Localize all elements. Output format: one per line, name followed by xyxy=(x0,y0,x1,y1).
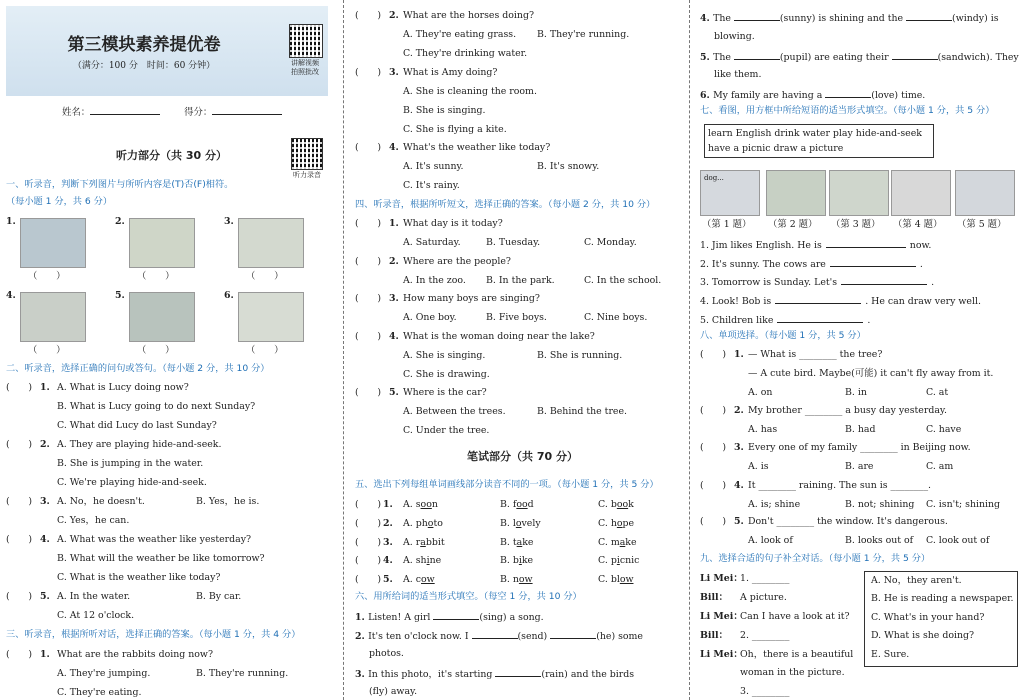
section-2-title: 二、听录音，选择正确的问句或答句。（每小题 2 分，共 10 分） xyxy=(6,363,270,374)
dialog-option-e: E. Sure. xyxy=(871,648,910,660)
answer-paren[interactable]: ( ) xyxy=(355,67,382,78)
question-text: My brother ________ a busy day yesterday. xyxy=(748,405,947,416)
question-text: How many boys are singing? xyxy=(403,293,540,304)
option-a: A. Saturday. xyxy=(403,237,461,248)
option-b: B. It's snowy. xyxy=(537,161,600,172)
line-text: 2. It's sunny. The cows are xyxy=(700,259,826,270)
question-number: 5. xyxy=(40,591,50,602)
answer-paren[interactable]: ( ) xyxy=(355,256,382,267)
answer-paren[interactable]: ( ) xyxy=(355,387,382,398)
line-text: 5. Children like xyxy=(700,315,774,326)
option-a: A. In the water. xyxy=(57,591,131,602)
question-number: 3. xyxy=(389,293,399,304)
option-c: C. Nine boys. xyxy=(584,312,648,323)
line-text: 3. Tomorrow is Sunday. Let's xyxy=(700,277,838,288)
question-text: Every one of my family ________ in Beijing now. xyxy=(748,442,971,453)
answer-paren[interactable]: ( ) xyxy=(355,10,382,21)
option-b: B. Behind the tree. xyxy=(537,406,628,417)
answer-paren[interactable]: ( ) xyxy=(355,499,382,510)
word-option-c[interactable]: C. make xyxy=(598,536,637,548)
line-text: now. xyxy=(909,240,932,251)
option-b: B. In the park. xyxy=(486,275,555,286)
option-b: B. Yes，he is. xyxy=(196,496,260,507)
column-middle xyxy=(347,0,684,700)
phrase-box xyxy=(704,124,934,158)
option-b: B. She is singing. xyxy=(403,105,486,116)
section-8-title: 八、单项选择。（每小题 1 分，共 5 分） xyxy=(700,330,866,341)
word-option-c[interactable]: C. picnic xyxy=(598,555,640,567)
speaker-label: Li Mei： xyxy=(700,649,743,660)
word-option-c[interactable]: C. hope xyxy=(598,517,635,529)
word-option-b[interactable]: B. take xyxy=(500,536,534,548)
option-a: A. They're jumping. xyxy=(57,668,151,679)
speaker-label: Li Mei： xyxy=(700,573,743,584)
answer-paren[interactable]: （ ） xyxy=(246,271,284,282)
question-text: What is Amy doing? xyxy=(403,67,498,78)
dialog-line: Oh，there is a beautiful xyxy=(740,649,854,660)
dialog-option-d: D. What is she doing? xyxy=(871,630,975,642)
option-c: C. They're drinking water. xyxy=(403,48,528,59)
answer-paren[interactable]: ( ) xyxy=(6,496,33,507)
answer-paren[interactable]: ( ) xyxy=(700,480,727,491)
question-number: 5. xyxy=(734,516,744,527)
picture-fill-line xyxy=(700,294,981,308)
answer-paren[interactable]: （ ） xyxy=(28,271,66,282)
speech-bubble: dog... xyxy=(704,174,724,182)
option-b: B. Tuesday. xyxy=(486,237,541,248)
question-number: 2. xyxy=(40,439,50,450)
listening-qr-icon xyxy=(291,138,323,170)
option-a: A. Between the trees. xyxy=(403,406,506,417)
question-text: — What is ________ the tree? xyxy=(748,349,883,360)
dialog-line: A picture. xyxy=(740,592,787,603)
picture-caption: （第 5 题） xyxy=(957,219,1007,230)
answer-paren[interactable]: ( ) xyxy=(6,439,33,450)
question-number: 3. xyxy=(734,442,744,453)
word-option-c[interactable]: C. book xyxy=(598,499,634,510)
option-c: C. She is flying a kite. xyxy=(403,124,507,135)
option-c: C. Monday. xyxy=(584,237,637,248)
dialog-line[interactable]: 1. ________ xyxy=(740,573,790,584)
speaker-label: Bill： xyxy=(700,630,728,641)
qr-caption: 讲解视频 拍照批改 xyxy=(291,59,319,76)
score-label: 得分： xyxy=(184,107,213,118)
answer-paren[interactable]: ( ) xyxy=(355,142,382,153)
option-c: C. She is drawing. xyxy=(403,369,490,380)
picture-caption: （第 1 题） xyxy=(702,219,752,230)
word-option-a[interactable]: A. rabbit xyxy=(403,536,445,548)
option-b: B. in xyxy=(845,387,867,398)
option-c: C. at xyxy=(926,387,949,398)
word-option-a[interactable]: A. soon xyxy=(403,499,438,510)
dialog-option-c: C. What's in your hand? xyxy=(871,611,985,623)
answer-paren[interactable]: ( ) xyxy=(700,405,727,416)
answer-paren[interactable]: （ ） xyxy=(137,345,175,356)
question-text: What is the woman doing near the lake? xyxy=(403,331,595,342)
answer-paren[interactable]: （ ） xyxy=(28,345,66,356)
picture-fill-line xyxy=(700,238,931,252)
picture-fill-line xyxy=(700,275,934,289)
word-option-a[interactable]: A. photo xyxy=(403,517,443,529)
option-a: A. look of xyxy=(748,535,793,546)
option-b: B. They're running. xyxy=(196,668,289,679)
speaker-label: Li Mei： xyxy=(700,611,743,622)
scene-picture-5 xyxy=(955,170,1015,216)
option-b: B. They're running. xyxy=(537,29,630,40)
blank[interactable] xyxy=(892,50,938,60)
question-text: What are the rabbits doing now? xyxy=(57,649,213,660)
listening-picture-5 xyxy=(129,292,195,342)
name-label: 姓名： xyxy=(62,107,91,118)
section-1-points: （每小题 1 分，共 6 分） xyxy=(6,196,113,207)
option-c: C. At 12 o'clock. xyxy=(57,610,135,621)
answer-paren[interactable]: ( ) xyxy=(355,218,382,229)
option-b: B. had xyxy=(845,424,876,435)
fill-in-line: 6. My family are having a (love) time. xyxy=(700,90,926,101)
phrase-box-line-1: learn English drink water play hide-and-seek xyxy=(708,128,922,139)
picture-fill-line xyxy=(700,257,923,271)
option-b: B. What is Lucy going to do next Sunday? xyxy=(57,401,256,412)
option-a: A. has xyxy=(748,424,778,435)
line-text: . xyxy=(919,259,923,270)
blank[interactable] xyxy=(777,313,863,323)
section-3-title: 三、听录音，根据所听对话，选择正确的答案。（每小题 1 分，共 4 分） xyxy=(6,629,301,640)
word-option-b[interactable]: B. now xyxy=(500,574,533,586)
picture-number: 2. xyxy=(115,216,125,227)
blank[interactable] xyxy=(775,294,861,304)
column-right xyxy=(694,0,1023,700)
scene-picture-3 xyxy=(829,170,889,216)
line-text: . xyxy=(931,277,935,288)
line-text: . He can draw very well. xyxy=(865,296,981,307)
option-b: B. She is running. xyxy=(537,350,623,361)
dialog-line[interactable]: 2. ________ xyxy=(740,630,790,641)
answer-paren[interactable]: ( ) xyxy=(355,555,382,567)
blank[interactable] xyxy=(841,275,927,285)
dialog-option-b: B. He is reading a newspaper. xyxy=(871,593,1014,605)
option-c: C. They're eating. xyxy=(57,687,142,698)
blank[interactable] xyxy=(734,50,780,60)
dialog-line[interactable]: 3. ________ xyxy=(740,686,790,697)
answer-paren[interactable]: （ ） xyxy=(137,271,175,282)
question-number: 2. xyxy=(389,10,399,21)
section-5-title: 五、选出下列每组单词画线部分读音不同的一项。（每小题 1 分，共 5 分） xyxy=(355,479,659,490)
word-option-b[interactable]: B. lovely xyxy=(500,517,541,529)
word-option-b[interactable]: B. food xyxy=(500,499,534,510)
option-a: A. One boy. xyxy=(403,312,457,323)
listening-picture-6 xyxy=(238,292,304,342)
picture-number: 3. xyxy=(224,216,234,227)
speaker-label: Bill： xyxy=(700,592,728,603)
word-option-b[interactable]: B. bike xyxy=(500,555,534,567)
fill-in-line: blowing. xyxy=(714,31,755,42)
section-6-title: 六、用所给词的适当形式填空。（每空 1 分，共 10 分） xyxy=(355,591,582,602)
section-9-title: 九、选择合适的句子补全对话。（每小题 1 分，共 5 分） xyxy=(700,553,931,564)
blank[interactable] xyxy=(472,629,518,639)
question-number: 1. xyxy=(40,382,50,393)
option-c: C. It's rainy. xyxy=(403,180,460,191)
dialog-line: woman in the picture. xyxy=(740,667,845,678)
picture-number: 1. xyxy=(6,216,16,227)
listening-picture-4 xyxy=(20,292,86,342)
question-number: 4. xyxy=(389,142,399,153)
option-b: B. What will the weather be like tomorrow? xyxy=(57,553,265,564)
answer-paren[interactable]: ( ) xyxy=(6,534,33,545)
option-b: B. By car. xyxy=(196,591,242,602)
question-extra: — A cute bird. Maybe(可能) it can't fly away from it. xyxy=(748,368,994,379)
question-number: 1. xyxy=(389,218,399,229)
line-text: . xyxy=(867,315,871,326)
option-b: B. are xyxy=(845,461,874,472)
option-a: A. No，he doesn't. xyxy=(57,496,145,507)
question-number: 4. xyxy=(734,480,744,491)
option-a: A. She is cleaning the room. xyxy=(403,86,537,97)
fill-in-line: 1. Listen! A girl (sing) a song. xyxy=(355,612,544,623)
name-field[interactable] xyxy=(90,105,160,115)
answer-paren[interactable]: ( ) xyxy=(700,442,727,453)
blank[interactable] xyxy=(550,629,596,639)
option-c: C. am xyxy=(926,461,954,472)
picture-caption: （第 2 题） xyxy=(768,219,818,230)
question-number: 1. xyxy=(383,499,393,510)
question-number: 2. xyxy=(389,256,399,267)
option-c: C. We're playing hide-and-seek. xyxy=(57,477,207,488)
answer-paren[interactable]: （ ） xyxy=(246,345,284,356)
phrase-box-line-2: have a picnic draw a picture xyxy=(708,143,844,154)
option-c: C. isn't; shining xyxy=(926,499,1001,510)
question-number: 3. xyxy=(383,536,393,548)
listening-picture-2 xyxy=(129,218,195,268)
option-a: A. She is singing. xyxy=(403,350,486,361)
listening-heading: 听力部分（共 30 分） xyxy=(116,149,227,162)
fill-in-line: photos. xyxy=(369,648,404,659)
option-a: A. What was the weather like yesterday? xyxy=(57,534,252,545)
line-text: 1. Jim likes English. He is xyxy=(700,240,822,251)
question-text: Don't ________ the window. It's dangerous. xyxy=(748,516,948,527)
question-number: 1. xyxy=(734,349,744,360)
question-number: 4. xyxy=(383,555,393,567)
option-b: B. looks out of xyxy=(845,535,914,546)
fill-in-line: (fly) away. xyxy=(369,686,418,697)
question-text: It ________ raining. The sun is ________. xyxy=(748,480,931,491)
score-field[interactable] xyxy=(212,105,282,115)
writing-heading: 笔试部分（共 70 分） xyxy=(467,450,578,463)
question-number: 4. xyxy=(389,331,399,342)
fill-in-line: like them. xyxy=(714,69,762,80)
option-a: A. is xyxy=(748,461,769,472)
scene-picture-2 xyxy=(766,170,826,216)
question-number: 5. xyxy=(383,574,393,586)
picture-number: 5. xyxy=(115,290,125,301)
blank[interactable] xyxy=(825,88,871,98)
blank[interactable] xyxy=(734,11,780,21)
dialog-options-box xyxy=(864,571,1018,667)
answer-paren[interactable]: ( ) xyxy=(6,382,33,393)
answer-paren[interactable]: ( ) xyxy=(700,349,727,360)
listening-picture-3 xyxy=(238,218,304,268)
question-number: 2. xyxy=(734,405,744,416)
question-number: 4. xyxy=(40,534,50,545)
question-number: 3. xyxy=(40,496,50,507)
option-b: B. Five boys. xyxy=(486,312,547,323)
question-text: What are the horses doing? xyxy=(403,10,534,21)
blank[interactable] xyxy=(826,238,906,248)
fill-in-line: 4. The (sunny) is shining and the (windy) is xyxy=(700,13,999,24)
line-text: 4. Look! Bob is xyxy=(700,296,772,307)
question-number: 5. xyxy=(389,387,399,398)
answer-paren[interactable]: ( ) xyxy=(6,649,33,660)
listening-picture-1 xyxy=(20,218,86,268)
fill-in-line: 3. In this photo，it's starting (rain) and the birds xyxy=(355,669,635,680)
option-b: B. not; shining xyxy=(845,499,915,510)
fill-in-line: 2. It's ten o'clock now. I (send) (he) some xyxy=(355,631,643,642)
picture-number: 6. xyxy=(224,290,234,301)
listening-qr-caption: 听力录音 xyxy=(293,171,321,179)
blank[interactable] xyxy=(906,11,952,21)
option-a: A. In the zoo. xyxy=(403,275,466,286)
picture-number: 4. xyxy=(6,290,16,301)
question-number: 3. xyxy=(389,67,399,78)
qr-code-icon xyxy=(289,24,323,58)
paper-title: 第三模块素养提优卷 xyxy=(67,35,221,55)
option-c: C. What is the weather like today? xyxy=(57,572,221,583)
option-c: C. Under the tree. xyxy=(403,425,490,436)
answer-paren[interactable]: ( ) xyxy=(6,591,33,602)
answer-paren[interactable]: ( ) xyxy=(355,574,382,586)
blank[interactable] xyxy=(495,667,541,677)
option-a: A. They are playing hide-and-seek. xyxy=(57,439,222,450)
scene-picture-4 xyxy=(891,170,951,216)
question-text: Where are the people? xyxy=(403,256,511,267)
word-option-c[interactable]: C. blow xyxy=(598,574,634,586)
answer-paren[interactable]: ( ) xyxy=(355,293,382,304)
question-text: What day is it today? xyxy=(403,218,503,229)
question-number: 2. xyxy=(383,517,393,529)
question-text: What's the weather like today? xyxy=(403,142,551,153)
picture-fill-line xyxy=(700,313,870,327)
section-7-title: 七、看图，用方框中所给短语的适当形式填空。（每小题 1 分，共 5 分） xyxy=(700,105,995,116)
answer-paren[interactable]: ( ) xyxy=(355,517,382,529)
option-a: A. They're eating grass. xyxy=(403,29,517,40)
picture-caption: （第 4 题） xyxy=(893,219,943,230)
blank[interactable] xyxy=(830,257,916,267)
question-text: Where is the car? xyxy=(403,387,487,398)
answer-paren[interactable]: ( ) xyxy=(700,516,727,527)
option-a: A. It's sunny. xyxy=(403,161,464,172)
option-b: B. She is jumping in the water. xyxy=(57,458,204,469)
blank[interactable] xyxy=(433,610,479,620)
section-1-title: 一、听录音，判断下列图片与所听内容是(T)否(F)相符。 xyxy=(6,179,234,190)
option-c: C. look out of xyxy=(926,535,990,546)
option-c: C. In the school. xyxy=(584,275,662,286)
fill-in-line: 5. The (pupil) are eating their (sandwich). They xyxy=(700,52,1019,63)
answer-paren[interactable]: ( ) xyxy=(355,331,382,342)
option-a: A. What is Lucy doing now? xyxy=(57,382,189,393)
paper-header xyxy=(6,6,328,96)
option-c: C. What did Lucy do last Sunday? xyxy=(57,420,217,431)
option-a: A. on xyxy=(748,387,773,398)
column-left xyxy=(0,0,338,700)
option-c: C. Yes，he can. xyxy=(57,515,130,526)
option-a: A. is; shine xyxy=(748,499,801,510)
word-option-a[interactable]: A. cow xyxy=(403,574,435,586)
picture-caption: （第 3 题） xyxy=(831,219,881,230)
answer-paren[interactable]: ( ) xyxy=(355,536,382,548)
option-c: C. have xyxy=(926,424,962,435)
dialog-line: Can I have a look at it? xyxy=(740,611,850,622)
word-option-a[interactable]: A. shine xyxy=(403,555,442,567)
question-number: 1. xyxy=(40,649,50,660)
paper-subtitle: （满分：100 分 时间：60 分钟） xyxy=(72,61,216,71)
section-4-title: 四、听录音，根据所听短文，选择正确的答案。（每小题 2 分，共 10 分） xyxy=(355,199,656,210)
dialog-option-a: A. No，they aren't. xyxy=(871,575,962,586)
